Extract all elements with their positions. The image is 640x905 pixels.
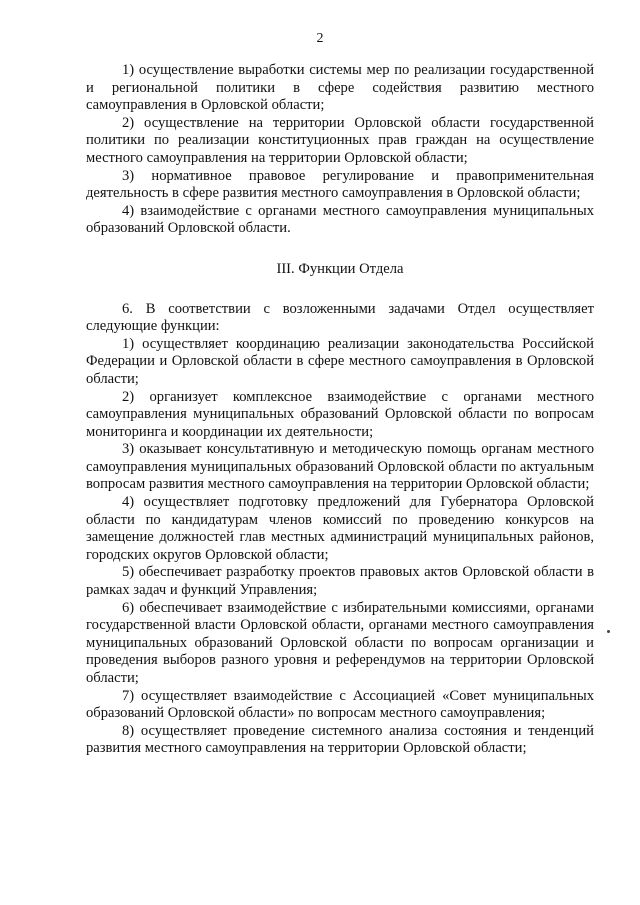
scan-speck <box>607 630 610 633</box>
function-item-3: 3) оказывает консультативную и методическую помощь органам местного самоуправления муниципальных образований Орловской области по актуальным вопросам развития местного самоуправления на территории Орловской области; <box>86 441 594 493</box>
section-heading: III. Функции Отдела <box>276 260 404 277</box>
task-item-3: 3) нормативное правовое регулирование и правоприменительная деятельность в сфере развития местного самоуправления в Орловской области; <box>86 167 594 202</box>
function-item-8: 8) осуществляет проведение системного анализа состояния и тенденций развития местного самоуправления на территории Орловской области; <box>86 722 594 757</box>
task-item-1: 1) осуществление выработки системы мер по реализации государственной и региональной политики в сфере содействия развитию местного самоуправления в Орловской области; <box>86 62 594 114</box>
function-item-5: 5) обеспечивает разработку проектов правовых актов Орловской области в рамках задач и функций Управления; <box>86 564 594 599</box>
functions-intro: 6. В соответствии с возложенными задачами Отдел осуществляет следующие функции: <box>86 300 594 335</box>
task-item-2: 2) осуществление на территории Орловской области государственной политики по реализации конституционных прав граждан на осуществление местного самоуправления на территории Орловской области; <box>86 114 594 166</box>
function-item-7: 7) осуществляет взаимодействие с Ассоциацией «Совет муниципальных образований Орловской области» по вопросам местного самоуправления; <box>86 687 594 722</box>
page-number: 2 <box>316 31 324 46</box>
document-body <box>86 62 594 758</box>
function-item-6: 6) обеспечивает взаимодействие с избирательными комиссиями, органами государственной власти Орловской области, органами местного самоуправления муниципальных образований Орловской области по вопросам организации и проведения выборов разного уровня и референдумов на территории Орловской области; <box>86 599 594 686</box>
task-item-4: 4) взаимодействие с органами местного самоуправления муниципальных образований Орловской области. <box>86 202 594 237</box>
function-item-2: 2) организует комплексное взаимодействие с органами местного самоуправления муниципальных образований Орловской области по вопросам мониторинга и координации их деятельности; <box>86 388 594 440</box>
function-item-1: 1) осуществляет координацию реализации законодательства Российской Федерации и Орловской области в сфере местного самоуправления в Орловской области; <box>86 335 594 387</box>
function-item-4: 4) осуществляет подготовку предложений для Губернатора Орловской области по кандидатурам членов комиссий по проведению конкурсов на замещение должностей глав местных администраций муниципальных районов, городских округов Орловской области; <box>86 494 594 563</box>
